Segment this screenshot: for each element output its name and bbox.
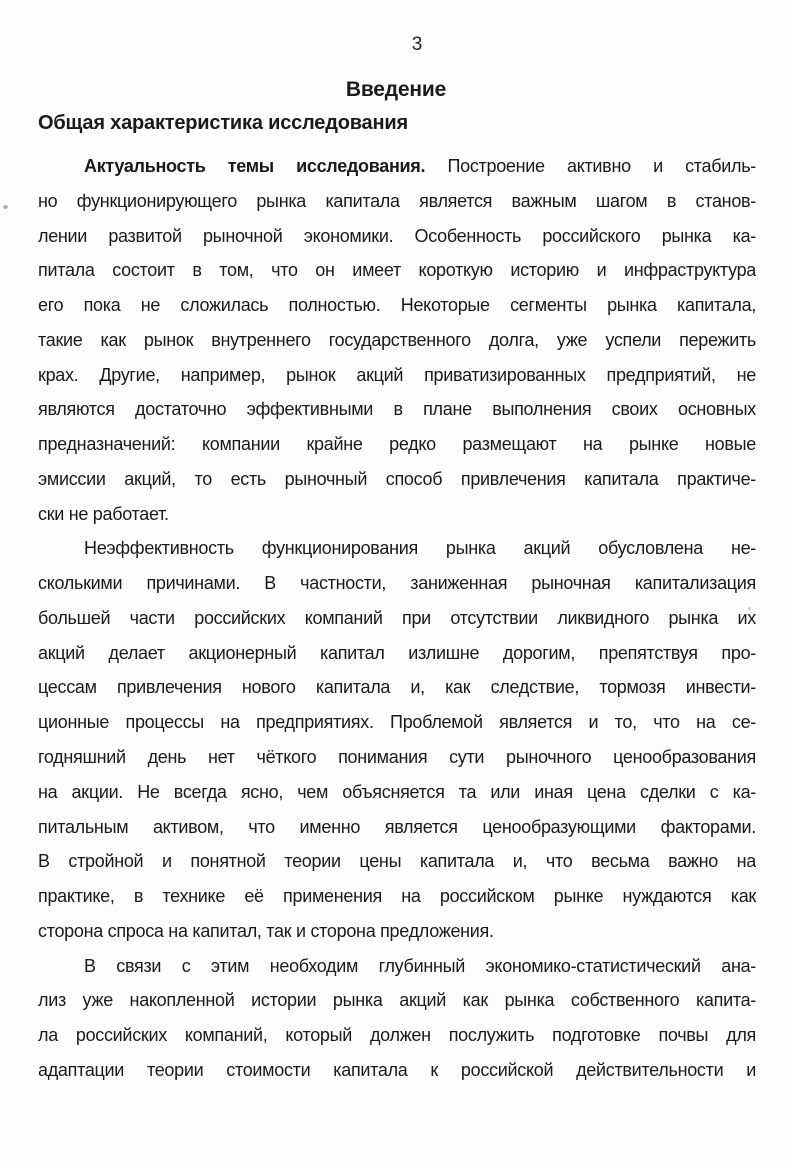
text-line: являются достаточно эффективными в плане выполнения своих основных [38, 399, 756, 420]
text-line: ски не работает. [38, 503, 169, 524]
subsection-title: Общая характеристика исследования [38, 112, 408, 134]
text-line [38, 149, 756, 184]
text-line: адаптации теории стоимости капитала к российской действительности и [38, 1059, 756, 1080]
text-line: годняшний день нет чёткого понимания сути рыночного ценообразования [38, 747, 756, 768]
text-line: предназначений: компании крайне редко размещают на рынке новые [38, 434, 756, 455]
scan-artifact-dot [3, 205, 8, 209]
text-line: практике, в технике её применения на российском рынке нуждаются как [38, 886, 756, 907]
text-line: но функционирующего рынка капитала является важным шагом в станов- [38, 190, 756, 211]
text-line: крах. Другие, например, рынок акций приватизированных предприятий, не [38, 364, 756, 385]
text-line: лении развитой рыночной экономики. Особенность российского рынка ка- [38, 225, 756, 246]
text-run: Построение активно и стабиль- [447, 156, 756, 176]
text-line: такие как рынок внутреннего государственного долга, уже успели пережить [38, 329, 756, 350]
text-line: Неэффективность функционирования рынка акций обусловлена не- [84, 538, 756, 559]
text-line: его пока не сложилась полностью. Некоторые сегменты рынка капитала, [38, 295, 756, 316]
text-line: ционные процессы на предприятиях. Проблемой является и то, что на се- [38, 712, 756, 733]
text-line: цессам привлечения нового капитала и, как следствие, тормозя инвести- [38, 677, 756, 698]
text-line: лиз уже накопленной истории рынка акций как рынка собственного капита- [38, 990, 756, 1011]
body-text [38, 149, 756, 1088]
text-line: ла российских компаний, который должен послужить подготовке почвы для [38, 1025, 756, 1046]
text-line: на акции. Не всегда ясно, чем объясняется та или иная цена сделки с ка- [38, 781, 756, 802]
text-line: акций делает акционерный капитал излишне дорогим, препятствуя про- [38, 642, 756, 663]
text-line: сколькими причинами. В частности, заниженная рыночная капитализация [38, 573, 756, 594]
text-line: питальным активом, что именно является ценообразующими факторами. [38, 816, 756, 837]
text-line: питала состоит в том, что он имеет короткую историю и инфраструктура [38, 260, 756, 281]
text-line: сторона спроса на капитал, так и сторона предложения. [38, 920, 494, 941]
section-title: Введение [345, 78, 447, 101]
lead-phrase: Актуальность темы исследования. [84, 156, 426, 176]
text-line: В связи с этим необходим глубинный экономико-статистический ана- [84, 955, 756, 976]
text-line: большей части российских компаний при отсутствии ликвидного рынка их [38, 607, 756, 628]
page-number: 3 [411, 34, 423, 55]
text-line: В стройной и понятной теории цены капитала и, что весьма важно на [38, 851, 756, 872]
text-line: эмиссии акций, то есть рыночный способ привлечения капитала практиче- [38, 468, 756, 489]
